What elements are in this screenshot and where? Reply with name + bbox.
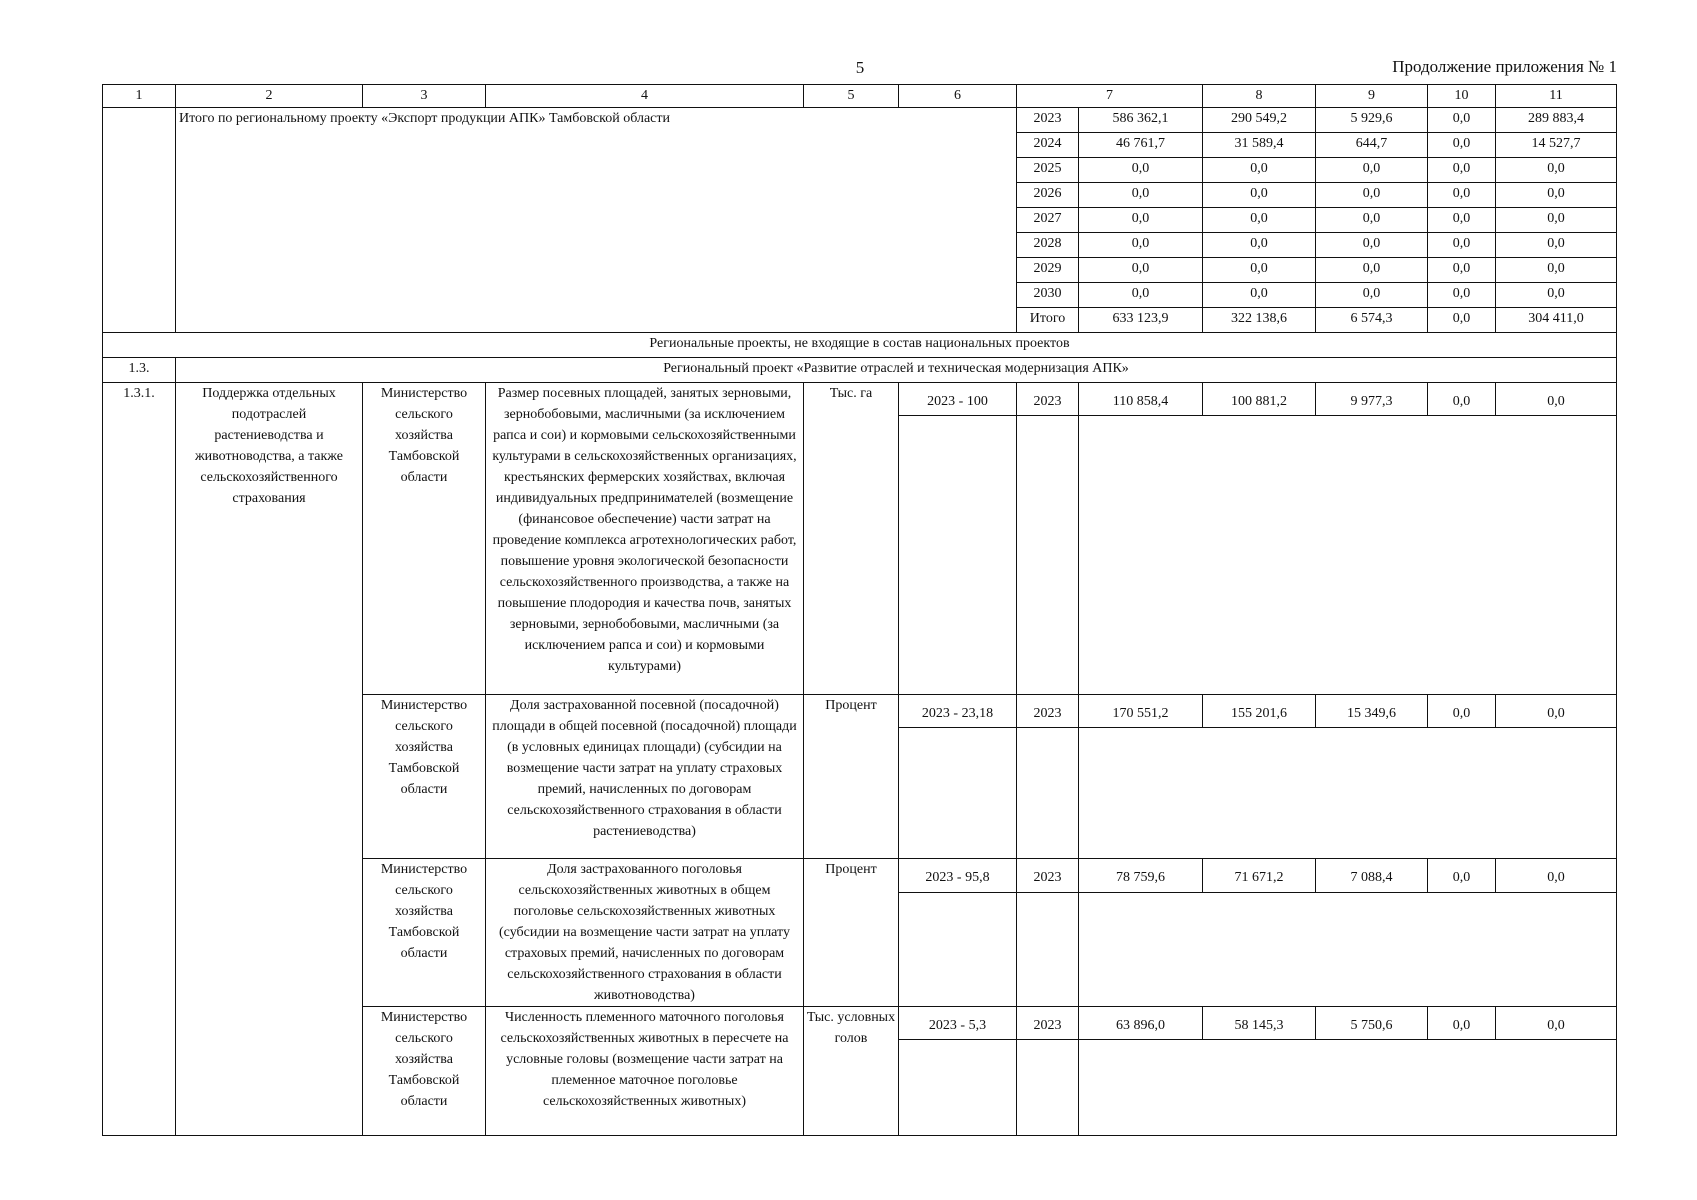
value-cell: 0,0: [1316, 183, 1428, 208]
value-cell: 0,0: [1079, 258, 1203, 283]
empty-cell: [1079, 1040, 1617, 1136]
empty-cell: [899, 892, 1017, 1006]
year-cell: 2023: [1017, 1007, 1079, 1040]
unit-cell: Тыс. га: [804, 383, 899, 695]
unit-cell: Процент: [804, 695, 899, 859]
section-row: [103, 333, 1617, 358]
value-cell: 0,0: [1428, 133, 1496, 158]
empty-cell: [899, 728, 1017, 859]
value-cell: 0,0: [1496, 233, 1617, 258]
value-cell: 0,0: [1203, 233, 1316, 258]
value-cell: 0,0: [1079, 233, 1203, 258]
value-cell: 7 088,4: [1316, 859, 1428, 893]
value-cell: 0,0: [1203, 183, 1316, 208]
empty-cell: [1079, 416, 1617, 695]
year-cell: 2028: [1017, 233, 1079, 258]
value-cell: 644,7: [1316, 133, 1428, 158]
value-cell: 0,0: [1428, 158, 1496, 183]
value-cell: 0,0: [1428, 383, 1496, 416]
column-number-10: 10: [1428, 85, 1496, 108]
year-cell: 2025: [1017, 158, 1079, 183]
value-cell: 63 896,0: [1079, 1007, 1203, 1040]
section-regional-heading: Региональные проекты, не входящие в состав национальных проектов: [103, 333, 1617, 358]
empty-cell: [1017, 416, 1079, 695]
empty-cell: [1079, 892, 1617, 1006]
value-cell: 0,0: [1496, 383, 1617, 416]
year-cell: 2023: [1017, 108, 1079, 133]
value-cell: 633 123,9: [1079, 308, 1203, 333]
value-cell: 0,0: [1079, 158, 1203, 183]
value-cell: 290 549,2: [1203, 108, 1316, 133]
column-number-2: 2: [176, 85, 363, 108]
column-number-5: 5: [804, 85, 899, 108]
value-cell: 0,0: [1203, 283, 1316, 308]
executor-cell: Министерство сельского хозяйства Тамбовской области: [363, 695, 486, 859]
value-cell: 0,0: [1079, 208, 1203, 233]
executor-cell: Министерство сельского хозяйства Тамбовской области: [363, 383, 486, 695]
column-number-3: 3: [363, 85, 486, 108]
item-number: 1.3.1.: [103, 383, 176, 1136]
target-value-cell: 2023 - 100: [899, 383, 1017, 416]
table-row: [103, 108, 1617, 133]
value-cell: 155 201,6: [1203, 695, 1316, 728]
indicator-cell: Доля застрахованной посевной (посадочной) площади в общей посевной (посадочной) площади (в условных единицах площади) (субсидии на возмещение части затрат на уплату страховых премий, начисленных по договорам сельскохозяйственного страхования в области растениеводства): [486, 695, 804, 859]
indicator-cell: Размер посевных площадей, занятых зерновыми, зернобобовыми, масличными (за исключением рапса и сои) и кормовыми сельскохозяйственными культурами в сельскохозяйственных организациях, крестьянских фермерских хозяйствах, включая индивидуальных предпринимателей (возмещение (финансовое обеспечение) части затрат на проведение комплекса агротехнологических работ, повышение уровня экологической безопасности сельскохозяйственного производства, а также на повышение плодородия и качества почв, занятых зерновыми, зернобобовыми, масличными (за исключением рапса и сои) и кормовыми культурами): [486, 383, 804, 695]
empty-cell: [1017, 728, 1079, 859]
value-cell: 0,0: [1079, 283, 1203, 308]
target-value-cell: 2023 - 23,18: [899, 695, 1017, 728]
unit-cell: Процент: [804, 859, 899, 1007]
value-cell: 0,0: [1428, 208, 1496, 233]
value-cell: 5 750,6: [1316, 1007, 1428, 1040]
measure-name: Поддержка отдельных подотраслей растениеводства и животноводства, а также сельскохозяйственного страхования: [176, 383, 363, 1136]
value-cell: 0,0: [1496, 183, 1617, 208]
empty-cell: [1017, 892, 1079, 1006]
value-cell: 0,0: [1428, 859, 1496, 893]
empty-cell: [899, 416, 1017, 695]
indicator-cell: Численность племенного маточного поголовья сельскохозяйственных животных в пересчете на условные головы (возмещение части затрат на племенное маточное поголовье сельскохозяйственных животных): [486, 1007, 804, 1136]
empty-cell: [1079, 728, 1617, 859]
column-number-9: 9: [1316, 85, 1428, 108]
value-cell: 14 527,7: [1496, 133, 1617, 158]
value-cell: 322 138,6: [1203, 308, 1316, 333]
section-number: 1.3.: [103, 358, 176, 383]
column-number-7: 7: [1017, 85, 1203, 108]
value-cell: 46 761,7: [1079, 133, 1203, 158]
empty-cell: [899, 1040, 1017, 1136]
value-cell: 0,0: [1316, 233, 1428, 258]
year-cell: 2023: [1017, 695, 1079, 728]
value-cell: 5 929,6: [1316, 108, 1428, 133]
value-cell: 289 883,4: [1496, 108, 1617, 133]
executor-cell: Министерство сельского хозяйства Тамбовской области: [363, 859, 486, 1007]
header-row: [103, 85, 1617, 108]
value-cell: 15 349,6: [1316, 695, 1428, 728]
value-cell: 78 759,6: [1079, 859, 1203, 893]
export-total-label: Итого по региональному проекту «Экспорт продукции АПК» Тамбовской области: [176, 108, 1017, 333]
target-value-cell: 2023 - 5,3: [899, 1007, 1017, 1040]
column-number-11: 11: [1496, 85, 1617, 108]
continuation-label: Продолжение приложения № 1: [1392, 57, 1617, 76]
value-cell: 58 145,3: [1203, 1007, 1316, 1040]
executor-cell: Министерство сельского хозяйства Тамбовской области: [363, 1007, 486, 1136]
value-cell: 100 881,2: [1203, 383, 1316, 416]
value-cell: 170 551,2: [1079, 695, 1203, 728]
value-cell: 0,0: [1079, 183, 1203, 208]
value-cell: 0,0: [1316, 283, 1428, 308]
year-cell: 2030: [1017, 283, 1079, 308]
year-cell: 2024: [1017, 133, 1079, 158]
column-number-1: 1: [103, 85, 176, 108]
value-cell: 6 574,3: [1316, 308, 1428, 333]
value-cell: 0,0: [1316, 208, 1428, 233]
value-cell: 0,0: [1496, 208, 1617, 233]
year-cell: 2029: [1017, 258, 1079, 283]
target-value-cell: 2023 - 95,8: [899, 859, 1017, 893]
value-cell: 0,0: [1496, 1007, 1617, 1040]
section-row: [103, 358, 1617, 383]
column-number-4: 4: [486, 85, 804, 108]
value-cell: 0,0: [1496, 158, 1617, 183]
year-cell: 2027: [1017, 208, 1079, 233]
year-cell: 2023: [1017, 383, 1079, 416]
value-cell: 0,0: [1428, 183, 1496, 208]
value-cell: 0,0: [1316, 158, 1428, 183]
value-cell: 0,0: [1428, 695, 1496, 728]
indicator-row: [103, 383, 1617, 416]
empty-cell: [1017, 1040, 1079, 1136]
section-title: Региональный проект «Развитие отраслей и техническая модернизация АПК»: [176, 358, 1617, 383]
empty-cell: [103, 108, 176, 333]
value-cell: 0,0: [1496, 859, 1617, 893]
value-cell: 0,0: [1203, 208, 1316, 233]
unit-cell: Тыс. условных голов: [804, 1007, 899, 1136]
value-cell: 0,0: [1496, 283, 1617, 308]
value-cell: 0,0: [1203, 158, 1316, 183]
column-number-6: 6: [899, 85, 1017, 108]
page-number: 5: [855, 58, 865, 77]
value-cell: 0,0: [1316, 258, 1428, 283]
value-cell: 0,0: [1496, 258, 1617, 283]
year-cell: Итого: [1017, 308, 1079, 333]
value-cell: 304 411,0: [1496, 308, 1617, 333]
value-cell: 9 977,3: [1316, 383, 1428, 416]
value-cell: 110 858,4: [1079, 383, 1203, 416]
value-cell: 71 671,2: [1203, 859, 1316, 893]
indicator-cell: Доля застрахованного поголовья сельскохозяйственных животных в общем поголовье сельскохозяйственных животных (субсидии на возмещение части затрат на уплату страховых премий, начисленных по договорам сельскохозяйственного страхования в области животноводства): [486, 859, 804, 1007]
value-cell: 586 362,1: [1079, 108, 1203, 133]
value-cell: 0,0: [1428, 258, 1496, 283]
value-cell: 0,0: [1428, 1007, 1496, 1040]
value-cell: 31 589,4: [1203, 133, 1316, 158]
value-cell: 0,0: [1203, 258, 1316, 283]
column-number-8: 8: [1203, 85, 1316, 108]
year-cell: 2023: [1017, 859, 1079, 893]
value-cell: 0,0: [1428, 233, 1496, 258]
value-cell: 0,0: [1428, 108, 1496, 133]
value-cell: 0,0: [1496, 695, 1617, 728]
value-cell: 0,0: [1428, 283, 1496, 308]
year-cell: 2026: [1017, 183, 1079, 208]
value-cell: 0,0: [1428, 308, 1496, 333]
appendix-table: [102, 84, 1617, 1136]
